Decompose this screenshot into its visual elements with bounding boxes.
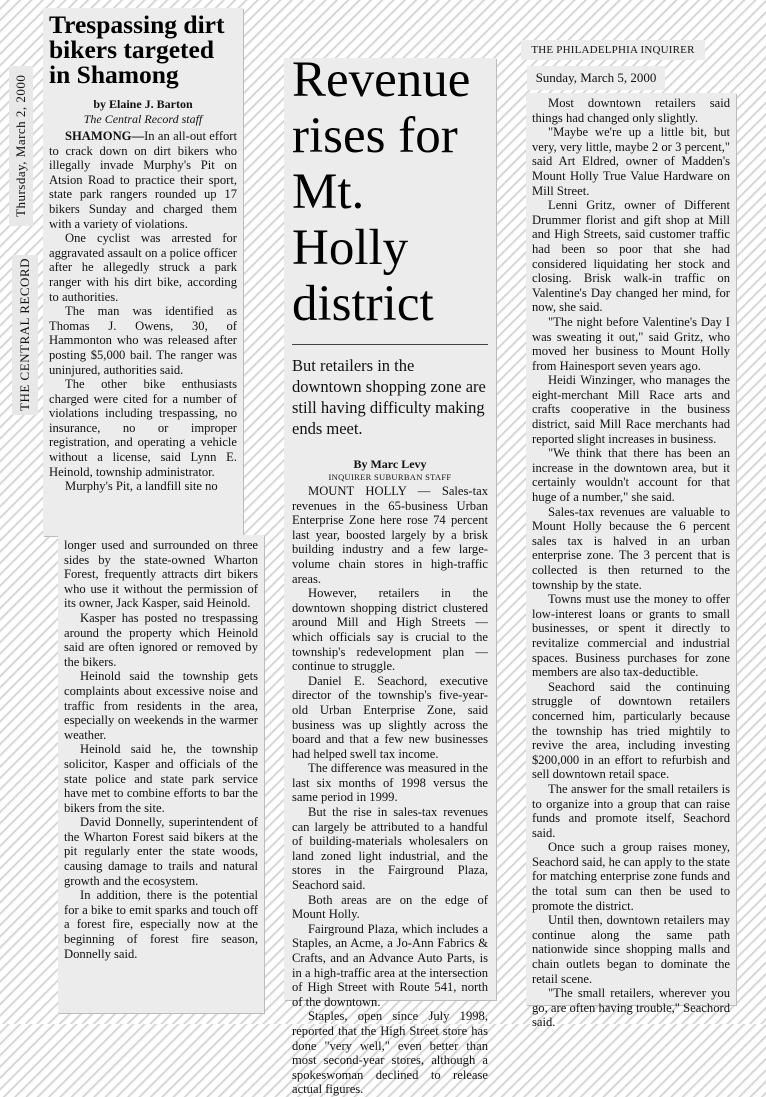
paragraph: Heinold said he, the township solicitor, Kasper and officials of the state police and state park service have met to combine efforts to bar the bikers from the site. [64, 742, 258, 815]
paragraph: Most downtown retailers said things had changed only slightly. [532, 96, 730, 125]
date-label-left [9, 66, 33, 226]
article2-clip-right [526, 93, 736, 1030]
paragraph: However, retailers in the downtown shopping district clustered around Mill and High Streets — which officials say is crucial to the township's redevelopment plan — continue to struggle. [292, 586, 488, 674]
paragraph: But the rise in sales-tax revenues can largely be attributed to a handful of building-materials wholesalers on land zoned light industrial, and the stores in the Fairground Plaza, Seachord said. [292, 805, 488, 893]
paragraph: "The small retailers, wherever you go, are often having trouble," Seachord said. [532, 986, 730, 1030]
paragraph-text: Sales-tax revenues in the 65-business Urban Enterprise Zone here rose 74 percent last year, boosted largely by a brisk building industry and a few large-volume chain stores in high-traffic areas. [292, 484, 488, 586]
article2-body-col1 [292, 484, 488, 1097]
article1-body-top [49, 129, 237, 494]
article1-body-bottom [58, 535, 264, 961]
paragraph: Heidi Winzinger, who manages the eight-merchant Mill Race arts and crafts cooperative in the business district, said Mill Race merchants had reported slight increases in business. [532, 373, 730, 446]
paragraph: "Maybe we're up a little bit, but very, very little, maybe 2 or 3 percent," said Art Eldred, owner of Madden's Mount Holly True Value Hardware on Mill Street. [532, 125, 730, 198]
paragraph: Until then, downtown retailers may continue along the same path nationwide since shopping malls and chain outlets began to dominate the retail scene. [532, 913, 730, 986]
date-label-right-text: Sunday, March 5, 2000 [535, 70, 657, 85]
paragraph: Towns must use the money to offer low-interest loans or grants to small businesses, or spent it directly to revitalize commercial and industrial spaces. Business purchases for zone members are also tax-deductible. [532, 592, 730, 680]
article1-byline: by Elaine J. Barton [93, 97, 193, 111]
paper-label-left [12, 255, 38, 415]
paragraph [49, 129, 237, 231]
paragraph: David Donnelly, superintendent of the Wharton Forest said bikers at the pit regularly enter the state woods, causing damage to trails and natural growth and the ecosystem. [64, 815, 258, 888]
paragraph: Fairground Plaza, which includes a Staples, an Acme, a Jo-Ann Fabrics & Crafts, and an Advance Auto Parts, is in a high-traffic area at the intersection of High Street with Route 541, north of the downtown. [292, 921, 488, 1009]
article2-body-col2 [526, 93, 736, 1030]
paragraph: "We think that there has been an increase in the downtown area, but it certainly wouldn't account for that huge of a number," she said. [532, 446, 730, 505]
date-label-right [527, 66, 665, 90]
paragraph-text: In an all-out effort to crack down on dirt bikers who illegally invade Murphy's Pit on Atsion Road to practice their sport, state park rangers rounded up 17 bikers Sunday and charged them with a variety of violations. [49, 129, 237, 231]
paragraph: "The night before Valentine's Day I was sweating it out," said Gritz, who moved her business to Mount Holly from Hainesport seven years ago. [532, 314, 730, 373]
paragraph: Once such a group raises money, Seachord said, he can apply to the state for matching enterprise zone funds and the total sum can then be used to promote the district. [532, 840, 730, 913]
headline-rule [292, 344, 488, 345]
paragraph: The other bike enthusiasts charged were cited for a number of violations including trespassing, no insurance, no or improper registration, and operating a vehicle without a license, said Lynn E. Heinold, township administrator. [49, 377, 237, 479]
paragraph: In addition, there is the potential for a bike to emit sparks and touch off a forest fire, especially now at the beginning of forest fire season, Donnelly said. [64, 888, 258, 961]
paragraph: longer used and surrounded on three sides by the state-owned Wharton Forest, frequently attracts dirt bikers who use it without the permission of its owner, Jack Kasper, said Heinold. [64, 538, 258, 611]
paper-label-right [521, 40, 705, 60]
paragraph: Daniel E. Seachord, executive director of the township's five-year-old Urban Enterprise Zone, said business was up slightly across the board and that a few new businesses had helped swell tax income. [292, 673, 488, 761]
article2-byline: By Marc Levy [353, 457, 427, 471]
article1-dateline: SHAMONG— [65, 129, 145, 143]
date-label-left-text: Thursday, March 2, 2000 [13, 74, 28, 218]
article1-headline: Trespassing dirt bikers targeted in Shamong [49, 10, 225, 89]
paragraph: One cyclist was arrested for aggravated assault on a police officer after he allegedly struck a park ranger with his dirt bike, according to authorities. [49, 231, 237, 304]
paragraph: The man was identified as Thomas J. Owens, 30, of Hammonton who was released after posting $5,000 bail. The ranger was uninjured, authorities said. [49, 304, 237, 377]
article2-subhead: But retailers in the downtown shopping zone are still having difficulty making ends meet. [292, 356, 486, 438]
article2-staff: INQUIRER SUBURBAN STAFF [328, 472, 452, 482]
paragraph: Staples, open since July 1998, reported that the High Street store has done "very well," even better than most second-year stores, although a spokeswoman declined to release actual figures. [292, 1009, 488, 1097]
paragraph: Seachord said the continuing struggle of downtown retailers concerned him, particularly because the township has tried mightily to revive the area, including investing $200,000 in an effort to refurbish and sell downtown retail space. [532, 679, 730, 782]
paragraph: Heinold said the township gets complaints about excessive noise and traffic from residents in the area, especially on weekends in the warmer weather. [64, 669, 258, 742]
article2-dateline: MOUNT HOLLY — [308, 484, 442, 498]
paper-label-right-text: THE PHILADELPHIA INQUIRER [531, 44, 695, 56]
paragraph: Both areas are on the edge of Mount Holly. [292, 892, 488, 922]
paragraph: The difference was measured in the last six months of 1998 versus the same period in 1999. [292, 761, 488, 805]
paragraph: Kasper has posted no trespassing around the property which Heinold said are often ignored or removed by the bikers. [64, 610, 258, 669]
article1-clip-top [43, 8, 243, 536]
paper-label-left-text: THE CENTRAL RECORD [17, 258, 32, 412]
paragraph: Murphy's Pit, a landfill site no [65, 479, 218, 494]
paragraph: The answer for the small retailers is to organize into a group that can raise funds and promote itself, Seachord said. [532, 781, 730, 840]
paragraph: Sales-tax revenues are valuable to Mount Holly because the 6 percent sales tax is halved in an urban enterprise zone. The 3 percent that is collected is then returned to the township by the state. [532, 504, 730, 592]
paragraph: Lenni Gritz, owner of Different Drummer florist and gift shop at Mill and High Streets, said customer traffic had been so poor that she had considered liquidating her stock and closing. Brisk walk-in traffic on Valentine's Day changed her mind, for now, she said. [532, 198, 730, 315]
article2-clip-main [284, 52, 496, 1097]
article1-staff: The Central Record staff [83, 112, 203, 126]
article1-clip-bottom [58, 535, 264, 1013]
paragraph [292, 484, 488, 586]
article2-headline: Revenue rises for Mt. Holly district [292, 52, 471, 332]
